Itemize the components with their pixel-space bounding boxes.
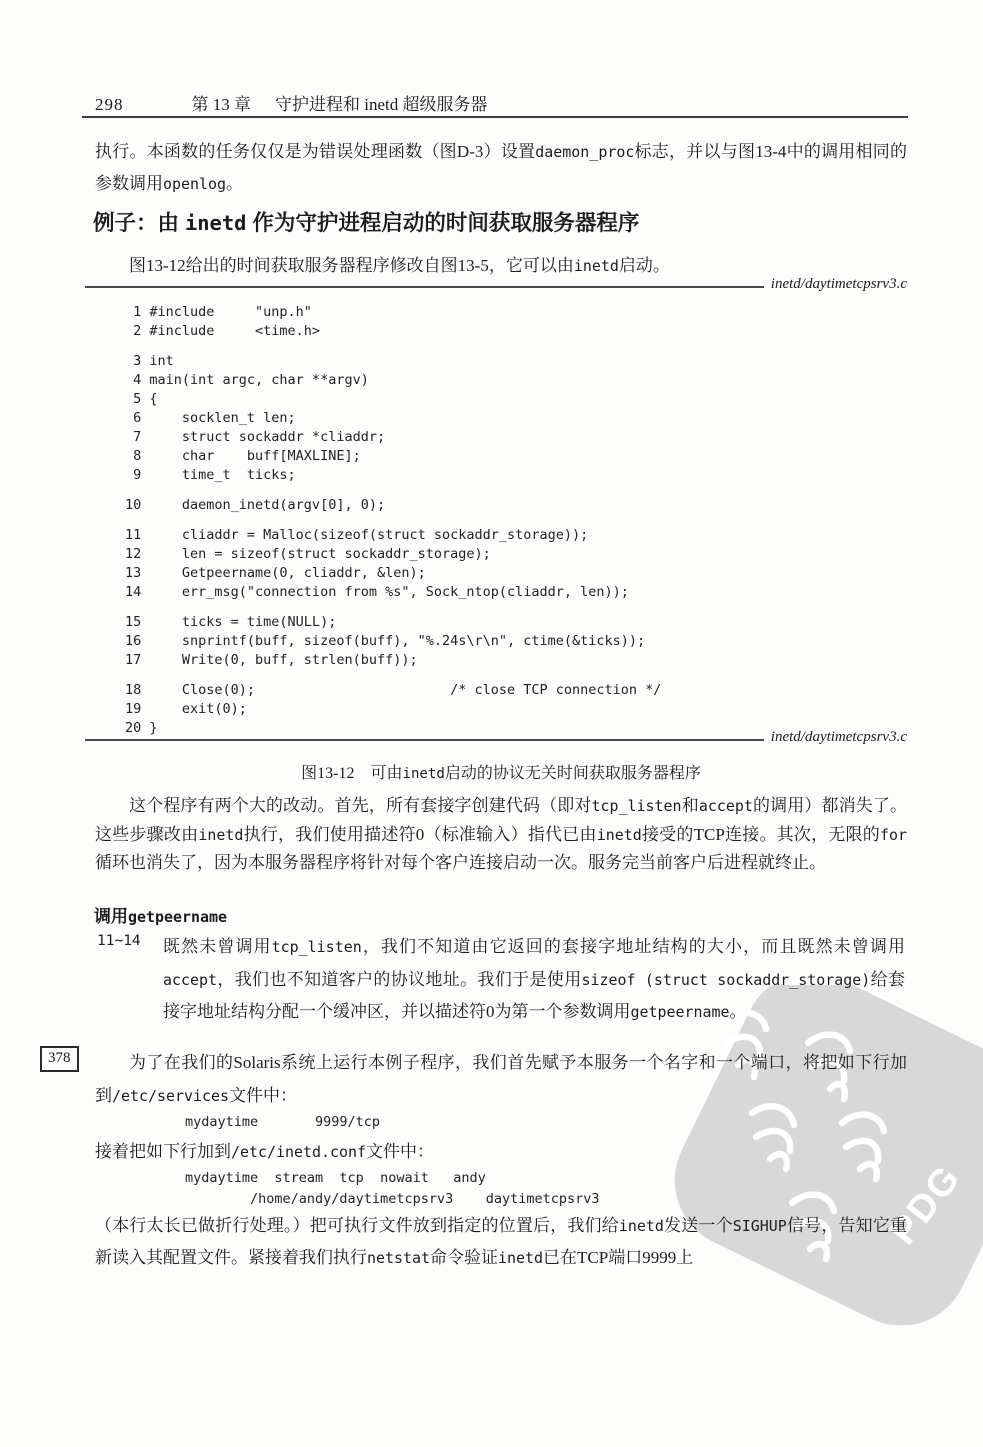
- section-heading: 例子：由 inetd 作为守护进程启动的时间获取服务器程序: [93, 211, 640, 235]
- listing-source-label-bottom: inetd/daytimetcpsrv3.c: [770, 729, 907, 745]
- header-rule: [82, 116, 908, 118]
- rule-line: [85, 727, 764, 741]
- figure-intro-paragraph: 图13-12给出的时间获取服务器程序修改自图13-5，它可以由inetd启动。: [129, 256, 670, 275]
- listing-top-rule: [85, 274, 907, 293]
- inetd-conf-intro-paragraph: 接着把如下行加到/etc/inetd.conf文件中：: [95, 1142, 435, 1161]
- pdg-label: PDG: [881, 1157, 970, 1253]
- discussion-paragraph: 这个程序有两个大的改动。首先，所有套接字创建代码（即对tcp_listen和accept的调用）都消失了。这些步骤改由inetd执行，我们使用描述符0（标准输入）指代已由inetd接受的TCP连接。其次，无限的for循环也消失了，因为本服务器程序将针对每个客户连接启动一次。服务完当前客户后进程就终止。: [95, 796, 907, 872]
- subheading-getpeername: 调用getpeername: [94, 907, 228, 926]
- running-header: [95, 90, 907, 115]
- continuation-paragraph: 执行。本函数的任务仅仅是为错误处理函数（图D-3）设置daemon_proc标志，并以与图13-4中的调用相同的参数调用openlog。: [95, 142, 907, 193]
- solaris-paragraph: 为了在我们的Solaris系统上运行本例子程序，我们首先赋予本服务一个名字和一个端口，将把如下行加到/etc/services文件中：: [95, 1053, 907, 1105]
- closing-paragraph: （本行太长已做折行处理。）把可执行文件放到指定的位置后，我们给inetd发送一个SIGHUP信号，告知它重新读入其配置文件。紧接着我们执行netstat命令验证inetd已在TCP端口9999上: [95, 1216, 907, 1267]
- note-range-label: 11~14: [97, 933, 141, 949]
- chapter-title: 守护进程和 inetd 超级服务器: [275, 95, 488, 114]
- listing-bottom-rule: [85, 727, 907, 746]
- chapter-label: 第 13 章: [191, 95, 251, 114]
- services-snippet: mydaytime 9999/tcp: [185, 1114, 381, 1130]
- page-number: 298: [95, 95, 124, 114]
- rule-line: [85, 274, 764, 288]
- note-paragraph: 既然未曾调用tcp_listen，我们不知道由它返回的套接字地址结构的大小，而且既然未曾调用accept，我们也不知道客户的协议地址。我们于是使用sizeof (struct sockaddr_storage)给套接字地址结构分配一个缓冲区，并以描述符0为第一个参数调用getpeername。: [163, 937, 905, 1021]
- margin-page-number: 378: [40, 1046, 79, 1072]
- listing-source-label-top: inetd/daytimetcpsrv3.c: [770, 276, 907, 292]
- code-listing-daytimetcpsrv3: 1 #include "unp.h" 2 #include <time.h> 3 int 4 main(int argc, char **argv) 5 { 6 socklen_t len; 7 struct sockaddr *cliaddr; 8 char buff[MAXLINE]; 9 time_t ticks; 10 daemon_inetd(argv[0], 0); 11 cliaddr = Malloc(sizeof(struct sockaddr_storage)); 12 len = sizeof(struct sockaddr_storage); 13 Getpeername(0, cliaddr, &len); 14 err_msg("connection from %s", Sock_ntop(cliaddr, len)); 15 ticks = time(NULL); 16 snprintf(buff, sizeof(buff), "%.24s\r\n", ctime(&ticks)); 17 Write(0, buff, strlen(buff)); 18 Close(0); /* close TCP connection */ 19 exit(0); 20 }: [125, 304, 662, 736]
- inetd-conf-snippet: mydaytime stream tcp nowait andy /home/andy/daytimetcpsrv3 daytimetcpsrv3: [185, 1170, 600, 1207]
- figure-caption: 图13-12 可由inetd启动的协议无关时间获取服务器程序: [301, 765, 701, 782]
